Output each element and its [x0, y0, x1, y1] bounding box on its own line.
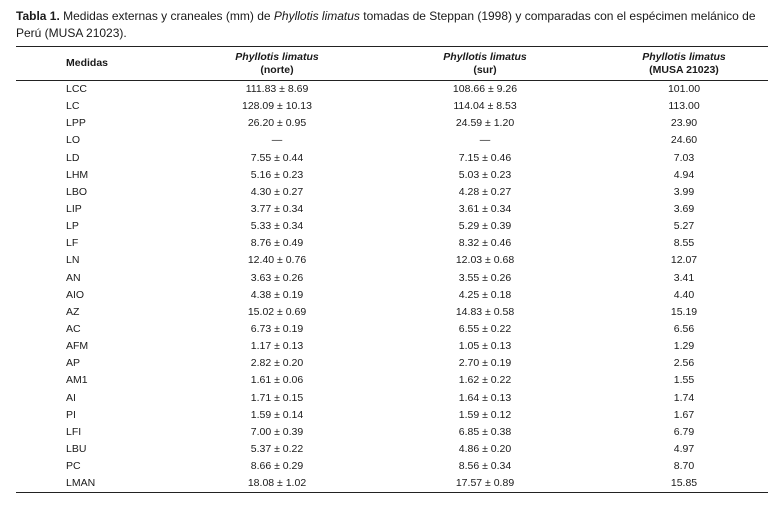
musa-cell: 113.00 — [668, 100, 700, 113]
sur-cell: 1.59 ± 0.12 — [458, 408, 512, 421]
sur-cell: 17.57 ± 0.89 — [455, 477, 515, 490]
measure-cell: LN — [66, 254, 80, 267]
sur-cell: 1.05 ± 0.13 — [458, 340, 512, 353]
table-row — [16, 218, 768, 235]
musa-cell: 5.27 — [673, 220, 695, 233]
musa-cell: 6.79 — [673, 425, 695, 438]
norte-cell: 1.61 ± 0.06 — [250, 374, 304, 387]
sur-cell: 5.29 ± 0.39 — [458, 220, 512, 233]
table-row — [16, 252, 768, 269]
measure-cell: LPP — [66, 117, 86, 130]
musa-cell: 2.56 — [673, 357, 695, 370]
norte-cell: 3.63 ± 0.26 — [250, 271, 304, 284]
musa-cell: 6.56 — [673, 323, 695, 336]
norte-cell: 6.73 ± 0.19 — [250, 323, 304, 336]
norte-cell: 1.59 ± 0.14 — [250, 408, 304, 421]
table-caption — [16, 8, 768, 42]
table-row — [16, 475, 768, 492]
table-row — [16, 167, 768, 184]
musa-cell: 3.41 — [673, 271, 695, 284]
norte-cell: 2.82 ± 0.20 — [250, 357, 304, 370]
measure-cell: AIO — [66, 288, 85, 301]
norte-cell: 1.17 ± 0.13 — [250, 340, 304, 353]
sur-cell: 1.64 ± 0.13 — [458, 391, 512, 404]
header-sur-species: Phyllotis limatus — [443, 50, 527, 63]
measure-cell: LHM — [66, 168, 89, 181]
table-header — [16, 47, 768, 81]
table-row — [16, 390, 768, 407]
table-row — [16, 441, 768, 458]
measure-cell: AP — [66, 357, 81, 370]
table-row — [16, 184, 768, 201]
sur-cell: 8.56 ± 0.34 — [458, 460, 512, 473]
measure-cell: AFM — [66, 340, 89, 353]
table-row — [16, 81, 768, 98]
norte-cell: 4.38 ± 0.19 — [250, 288, 304, 301]
measure-cell: LD — [66, 151, 80, 164]
musa-cell: 8.70 — [673, 460, 695, 473]
measure-cell: LFI — [66, 425, 82, 438]
caption-text-before: Medidas externas y craneales (mm) de — [59, 9, 274, 23]
norte-cell: 1.71 ± 0.15 — [250, 391, 304, 404]
musa-cell: 3.69 — [673, 203, 695, 216]
measure-cell: LBO — [66, 185, 88, 198]
caption-species: Phyllotis limatus — [273, 9, 360, 23]
norte-cell: 111.83 ± 8.69 — [245, 83, 309, 96]
table-row — [16, 407, 768, 424]
norte-cell: 7.00 ± 0.39 — [250, 425, 304, 438]
norte-cell: 3.77 ± 0.34 — [250, 203, 304, 216]
table-row — [16, 98, 768, 115]
musa-cell: 15.19 — [670, 305, 698, 318]
table-row — [16, 355, 768, 372]
measure-cell: LIP — [66, 203, 82, 216]
measure-cell: LF — [66, 237, 79, 250]
musa-cell: 101.00 — [667, 83, 701, 96]
table-row — [16, 150, 768, 167]
header-sur — [402, 47, 568, 80]
sur-cell: 24.59 ± 1.20 — [455, 117, 515, 130]
musa-cell: 8.55 — [673, 237, 695, 250]
header-musa-species: Phyllotis limatus — [642, 50, 726, 63]
table-row — [16, 270, 768, 287]
measure-cell: AC — [66, 323, 81, 336]
norte-cell: 5.37 ± 0.22 — [250, 443, 304, 456]
table-body — [16, 81, 768, 492]
sur-cell: 8.32 ± 0.46 — [458, 237, 512, 250]
header-medidas-label: Medidas — [66, 57, 109, 69]
header-norte-sub: (norte) — [260, 63, 294, 76]
norte-cell: — — [271, 134, 283, 147]
header-norte — [194, 47, 360, 80]
measure-cell: LMAN — [66, 477, 96, 490]
norte-cell: 12.40 ± 0.76 — [247, 254, 307, 267]
measure-cell: PC — [66, 460, 81, 473]
measure-cell: LBU — [66, 443, 87, 456]
sur-cell: 5.03 ± 0.23 — [458, 168, 512, 181]
table-row — [16, 287, 768, 304]
measure-cell: AM1 — [66, 374, 88, 387]
table-row — [16, 372, 768, 389]
sur-cell: 6.55 ± 0.22 — [458, 323, 512, 336]
table-row — [16, 424, 768, 441]
table-row — [16, 458, 768, 475]
musa-cell: 12.07 — [670, 254, 698, 267]
caption-text-after: tomadas de Steppan (1998) y comparadas con el espécimen melánico de Perú (MUSA 21023). — [16, 9, 756, 40]
norte-cell: 5.16 ± 0.23 — [250, 168, 304, 181]
header-norte-species: Phyllotis limatus — [235, 50, 319, 63]
musa-cell: 4.97 — [673, 443, 695, 456]
sur-cell: — — [479, 134, 491, 147]
norte-cell: 8.76 ± 0.49 — [250, 237, 304, 250]
sur-cell: 108.66 ± 9.26 — [452, 83, 518, 96]
measure-cell: LP — [66, 220, 79, 233]
table-row — [16, 235, 768, 252]
sur-cell: 114.04 ± 8.53 — [453, 100, 517, 113]
musa-cell: 1.55 — [673, 374, 695, 387]
musa-cell: 15.85 — [670, 477, 698, 490]
caption-label: Tabla 1. — [16, 9, 60, 23]
sur-cell: 2.70 ± 0.19 — [458, 357, 512, 370]
header-medidas — [16, 47, 114, 80]
measure-cell: AI — [66, 391, 76, 404]
measure-cell: LO — [66, 134, 81, 147]
sur-cell: 3.55 ± 0.26 — [458, 271, 512, 284]
musa-cell: 1.29 — [673, 340, 695, 353]
musa-cell: 7.03 — [673, 151, 695, 164]
measure-cell: LCC — [66, 83, 88, 96]
table-row — [16, 304, 768, 321]
measurements-table — [16, 46, 768, 493]
sur-cell: 4.86 ± 0.20 — [458, 443, 512, 456]
musa-cell: 24.60 — [670, 134, 698, 147]
header-sur-sub: (sur) — [473, 63, 497, 76]
sur-cell: 7.15 ± 0.46 — [458, 151, 512, 164]
sur-cell: 1.62 ± 0.22 — [458, 374, 512, 387]
table-row — [16, 321, 768, 338]
measure-cell: AN — [66, 271, 81, 284]
norte-cell: 128.09 ± 10.13 — [242, 100, 312, 113]
table-row — [16, 201, 768, 218]
norte-cell: 5.33 ± 0.34 — [250, 220, 304, 233]
header-musa — [601, 47, 767, 80]
sur-cell: 4.28 ± 0.27 — [458, 185, 512, 198]
header-musa-sub: (MUSA 21023) — [649, 63, 719, 76]
norte-cell: 18.08 ± 1.02 — [247, 477, 307, 490]
musa-cell: 1.67 — [673, 408, 695, 421]
musa-cell: 4.40 — [673, 288, 695, 301]
table-row — [16, 115, 768, 132]
musa-cell: 1.74 — [673, 391, 695, 404]
measure-cell: AZ — [66, 305, 80, 318]
musa-cell: 3.99 — [673, 185, 695, 198]
sur-cell: 14.83 ± 0.58 — [455, 305, 515, 318]
table-row — [16, 338, 768, 355]
table-row — [16, 132, 768, 149]
measure-cell: LC — [66, 100, 80, 113]
sur-cell: 4.25 ± 0.18 — [458, 288, 512, 301]
sur-cell: 6.85 ± 0.38 — [458, 425, 512, 438]
musa-cell: 4.94 — [673, 168, 695, 181]
norte-cell: 8.66 ± 0.29 — [250, 460, 304, 473]
musa-cell: 23.90 — [670, 117, 698, 130]
norte-cell: 4.30 ± 0.27 — [250, 185, 304, 198]
sur-cell: 3.61 ± 0.34 — [458, 203, 512, 216]
measure-cell: PI — [66, 408, 76, 421]
norte-cell: 7.55 ± 0.44 — [250, 151, 304, 164]
norte-cell: 15.02 ± 0.69 — [247, 305, 307, 318]
sur-cell: 12.03 ± 0.68 — [455, 254, 515, 267]
norte-cell: 26.20 ± 0.95 — [247, 117, 307, 130]
